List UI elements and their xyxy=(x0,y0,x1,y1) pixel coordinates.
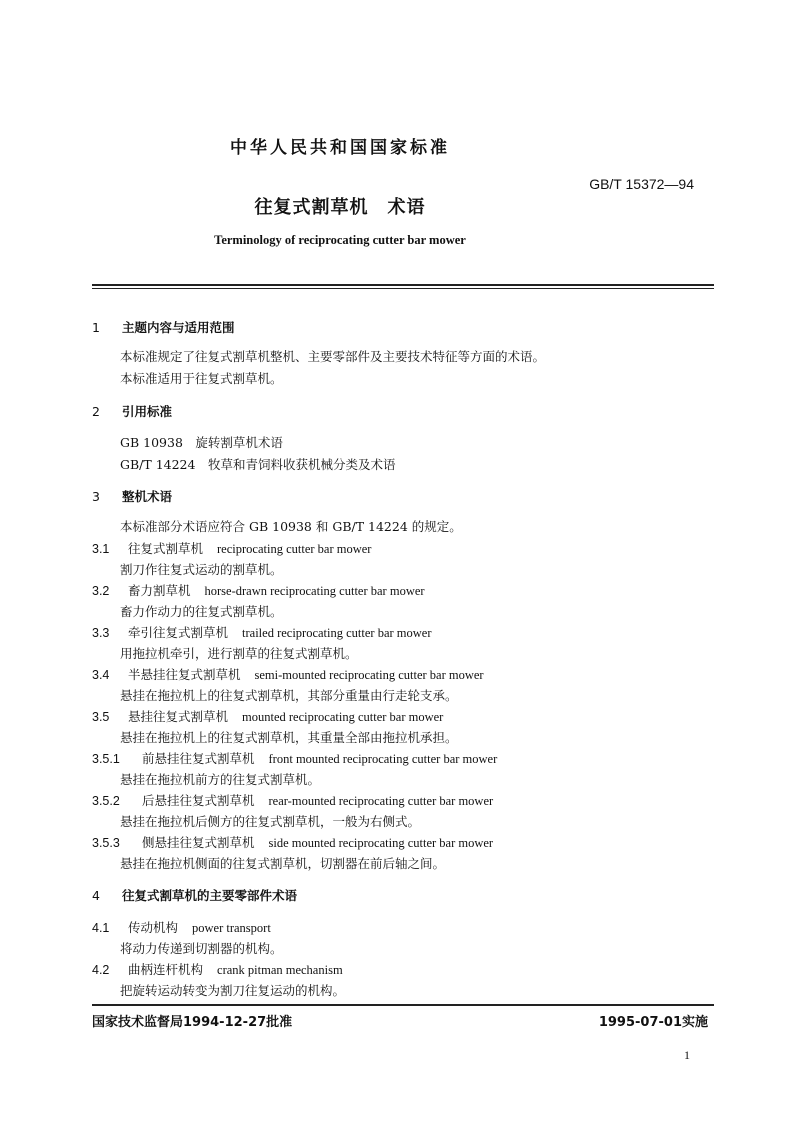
term-en: crank pitman mechanism xyxy=(217,963,343,977)
term-entry xyxy=(92,665,484,683)
term-entry xyxy=(92,623,432,641)
term-entry xyxy=(92,539,371,557)
term-definition: 畜力作动力的往复式割草机。 xyxy=(120,604,283,619)
reference-item: GB 10938 旋转割草机术语 xyxy=(120,435,283,450)
term-entry xyxy=(92,581,425,599)
term-en: front mounted reciprocating cutter bar mower xyxy=(268,752,498,766)
section-heading-4 xyxy=(92,886,297,904)
term-number: 4.2 xyxy=(92,963,110,977)
term-en: side mounted reciprocating cutter bar mower xyxy=(268,836,494,850)
term-en: rear-mounted reciprocating cutter bar mower xyxy=(268,794,494,808)
term-cn: 传动机构 xyxy=(128,920,179,935)
approval-date: 国家技术监督局1994-12-27批准 xyxy=(92,1015,293,1030)
term-entry xyxy=(92,918,271,936)
term-definition: 用拖拉机牵引，进行割草的往复式割草机。 xyxy=(120,646,358,661)
section-number: 3 xyxy=(92,489,100,504)
section-title: 引用标准 xyxy=(122,404,173,419)
document-title-cn: 往复式割草机 术语 xyxy=(254,197,426,218)
document-title-en: Terminology of reciprocating cutter bar mower xyxy=(214,233,466,247)
term-number: 3.5.1 xyxy=(92,752,120,766)
term-definition: 悬挂在拖拉机侧面的往复式割草机，切割器在前后轴之间。 xyxy=(120,856,446,871)
term-en: mounted reciprocating cutter bar mower xyxy=(242,710,444,724)
standard-code: GB/T 15372—94 xyxy=(589,176,694,192)
reference-item: GB/T 14224 牧草和青饲料收获机械分类及术语 xyxy=(120,457,396,472)
term-en: power transport xyxy=(192,921,271,935)
section-title: 往复式割草机的主要零部件术语 xyxy=(122,888,298,903)
term-cn: 牵引往复式割草机 xyxy=(128,625,229,640)
term-en: trailed reciprocating cutter bar mower xyxy=(242,626,432,640)
term-cn: 半悬挂往复式割草机 xyxy=(128,667,241,682)
section-number: 1 xyxy=(92,320,100,335)
term-definition: 悬挂在拖拉机上的往复式割草机，其部分重量由行走轮支承。 xyxy=(120,688,458,703)
term-cn: 侧悬挂往复式割草机 xyxy=(142,835,255,850)
term-number: 4.1 xyxy=(92,921,110,935)
term-definition: 将动力传递到切割器的机构。 xyxy=(120,941,283,956)
term-number: 3.5.2 xyxy=(92,794,120,808)
footer-divider xyxy=(92,1004,714,1006)
term-definition: 悬挂在拖拉机上的往复式割草机，其重量全部由拖拉机承担。 xyxy=(120,730,458,745)
term-number: 3.5.3 xyxy=(92,836,120,850)
paragraph: 本标准规定了往复式割草机整机、主要零部件及主要技术特征等方面的术语。 xyxy=(120,349,546,364)
term-cn: 往复式割草机 xyxy=(128,541,204,556)
section-title: 整机术语 xyxy=(122,489,173,504)
term-definition: 把旋转运动转变为割刀往复运动的机构。 xyxy=(120,983,346,998)
term-entry xyxy=(92,791,493,809)
term-en: semi-mounted reciprocating cutter bar mower xyxy=(254,668,484,682)
term-entry xyxy=(92,707,443,725)
section-title: 主题内容与适用范围 xyxy=(122,320,235,335)
term-cn: 后悬挂往复式割草机 xyxy=(142,793,255,808)
national-standard-header: 中华人民共和国国家标准 xyxy=(230,138,450,158)
term-entry xyxy=(92,833,493,851)
paragraph: 本标准适用于往复式割草机。 xyxy=(120,371,283,386)
term-entry xyxy=(92,960,343,978)
term-cn: 曲柄连杆机构 xyxy=(128,962,204,977)
section-heading-3 xyxy=(92,487,172,505)
page-number: 1 xyxy=(684,1048,690,1062)
paragraph: 本标准部分术语应符合 GB 10938 和 GB/T 14224 的规定。 xyxy=(120,519,462,534)
term-definition: 割刀作往复式运动的割草机。 xyxy=(120,562,283,577)
term-cn: 悬挂往复式割草机 xyxy=(128,709,229,724)
term-number: 3.2 xyxy=(92,584,110,598)
term-entry xyxy=(92,749,497,767)
term-number: 3.5 xyxy=(92,710,110,724)
term-number: 3.3 xyxy=(92,626,110,640)
term-definition: 悬挂在拖拉机前方的往复式割草机。 xyxy=(120,772,321,787)
term-cn: 畜力割草机 xyxy=(128,583,191,598)
term-definition: 悬挂在拖拉机后侧方的往复式割草机，一般为右侧式。 xyxy=(120,814,421,829)
implementation-date: 1995-07-01实施 xyxy=(598,1015,708,1030)
term-number: 3.1 xyxy=(92,542,110,556)
section-number: 4 xyxy=(92,888,100,903)
header-divider-thin xyxy=(92,288,714,289)
term-en: horse-drawn reciprocating cutter bar mower xyxy=(204,584,425,598)
term-en: reciprocating cutter bar mower xyxy=(217,542,372,556)
header-divider-thick xyxy=(92,284,714,286)
section-heading-1 xyxy=(92,318,235,336)
term-cn: 前悬挂往复式割草机 xyxy=(142,751,255,766)
section-heading-2 xyxy=(92,402,172,420)
section-number: 2 xyxy=(92,404,100,419)
term-number: 3.4 xyxy=(92,668,110,682)
